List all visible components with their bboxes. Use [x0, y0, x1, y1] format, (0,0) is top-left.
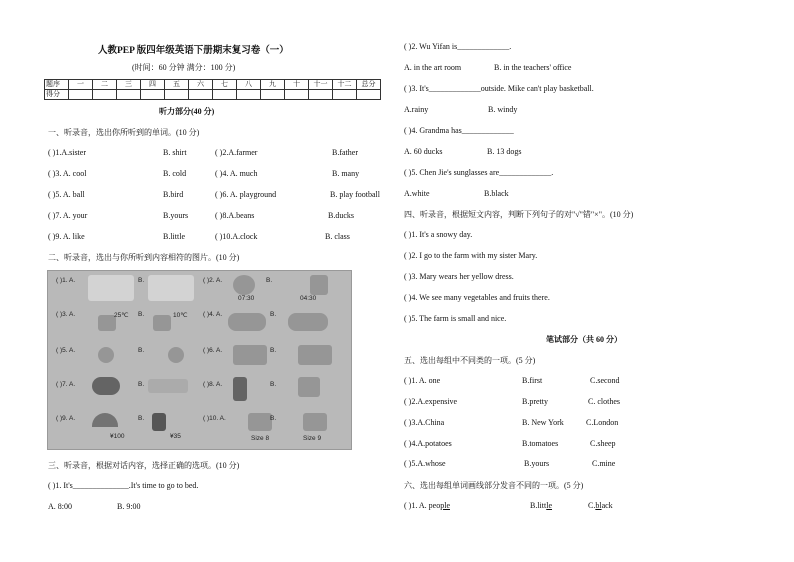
score-input-cell[interactable] — [93, 90, 117, 100]
section-5-heading: 五、选出每组中不同类的一项。(5 分) — [404, 356, 536, 365]
statement-item: ( )1. It's a snowy day. — [404, 230, 473, 239]
question-item: ( )3. A. cool — [48, 169, 87, 178]
score-cell: 四 — [141, 80, 165, 90]
question-item: ( )1. A. one — [404, 376, 441, 385]
picture-options-image — [47, 270, 352, 450]
option-a: A. 60 ducks — [404, 147, 443, 156]
question-item: ( )10.A.clock — [215, 232, 258, 241]
option-c — [588, 501, 613, 510]
page-title: 人教PEP 版四年级英语下册期末复习卷（一） — [98, 46, 289, 56]
animals-icon — [233, 345, 267, 365]
pic-label: B. — [138, 381, 145, 388]
option-c: C.London — [586, 418, 619, 427]
writing-title: 笔试部分（共 60 分） — [546, 335, 622, 344]
pic-label: ( )1. A. — [56, 277, 76, 284]
option-b: B. windy — [488, 105, 518, 114]
score-cell: 十二 — [333, 80, 357, 90]
price-caption: ¥100 — [110, 433, 125, 440]
score-cell: 七 — [213, 80, 237, 90]
pic-label: B. — [270, 415, 277, 422]
pic-label: ( )10. A. — [203, 415, 226, 422]
score-input-cell[interactable] — [165, 90, 189, 100]
score-input-cell[interactable] — [189, 90, 213, 100]
underlined-part: le — [546, 501, 553, 510]
section-1-heading: 一、听录音，选出你所听到的单词。(10 分) — [48, 128, 200, 137]
score-input-cell[interactable] — [357, 90, 381, 100]
pic-label: ( )5. A. — [56, 347, 76, 354]
option-c: C.sheep — [590, 439, 616, 448]
score-input-cell[interactable] — [261, 90, 285, 100]
shorts-icon — [298, 377, 320, 397]
pic-label: ( )7. A. — [56, 381, 76, 388]
pic-label: B. — [270, 381, 277, 388]
score-row-label: 得分 — [45, 90, 69, 100]
question-item: ( )6. A. playground — [215, 190, 277, 199]
horses-icon — [298, 345, 332, 365]
option-c: C. clothes — [588, 397, 620, 406]
question-item — [404, 501, 450, 510]
pic-label: ( )3. A. — [56, 311, 76, 318]
time-caption: 07:30 — [238, 295, 255, 302]
option-b: B.ducks — [328, 211, 354, 220]
score-input-cell[interactable] — [285, 90, 309, 100]
score-cell: 题序 — [45, 80, 69, 90]
pic-label: ( )9. A. — [56, 415, 76, 422]
option-b: B. 9:00 — [117, 502, 141, 511]
option-b: B. many — [332, 169, 360, 178]
option-b: B.little — [163, 232, 185, 241]
clock-icon — [233, 275, 255, 295]
score-cell: 十 — [285, 80, 309, 90]
question-item: ( )5.A.whose — [404, 459, 446, 468]
option-prefix: B.litt — [530, 501, 547, 510]
child-figure-icon — [310, 275, 328, 295]
umbrella-icon — [92, 413, 118, 427]
option-b: B. class — [325, 232, 350, 241]
score-input-cell[interactable] — [117, 90, 141, 100]
option-b: B.tomatoes — [522, 439, 559, 448]
statement-item: ( )5. The farm is small and nice. — [404, 314, 507, 323]
section-4-heading: 四、听录音，根据短文内容，判断下列句子的对"√"错"×"。(10 分) — [404, 210, 634, 219]
score-cell: 八 — [237, 80, 261, 90]
question-item: ( )1.A.sister — [48, 148, 86, 157]
pic-label: B. — [270, 347, 277, 354]
option-b: B.bird — [163, 190, 184, 199]
score-input-cell[interactable] — [213, 90, 237, 100]
question-item: ( )3. It's_____________outside. Mike can't play basketball. — [404, 84, 594, 93]
question-item: ( )4.A.potatoes — [404, 439, 452, 448]
girl-face-icon — [168, 347, 184, 363]
fruits-icon — [288, 313, 328, 331]
option-b: B.yours — [163, 211, 189, 220]
score-table — [44, 79, 381, 100]
shoes-icon — [303, 413, 327, 431]
option-a: A. 8:00 — [48, 502, 72, 511]
pic-label: B. — [138, 415, 145, 422]
option-b: B.father — [332, 148, 358, 157]
score-input-cell[interactable] — [333, 90, 357, 100]
vegetables-icon — [228, 313, 266, 331]
option-b — [530, 501, 552, 510]
rain-cloud-icon — [92, 377, 120, 395]
pic-label: B. — [138, 311, 145, 318]
listening-title: 听力部分(40 分) — [159, 107, 215, 116]
statement-item: ( )2. I go to the farm with my sister Mary. — [404, 251, 538, 260]
pic-label: B. — [266, 277, 273, 284]
section-3-heading: 三、听录音，根据对话内容，选择正确的选项。(10 分) — [48, 461, 240, 470]
underlined-part: bl — [595, 501, 602, 510]
score-input-cell[interactable] — [237, 90, 261, 100]
option-a: A.rainy — [404, 105, 429, 114]
question-item: ( )2.A.expensive — [404, 397, 458, 406]
question-item: ( )1. It's______________.It's time to go to bed. — [48, 481, 199, 490]
score-cell: 总分 — [357, 80, 381, 90]
underlined-part: ple — [440, 501, 450, 510]
pic-label: B. — [138, 347, 145, 354]
option-b: B. New York — [522, 418, 564, 427]
pic-label: B. — [138, 277, 145, 284]
question-item: ( )9. A. like — [48, 232, 85, 241]
statement-item: ( )3. Mary wears her yellow dress. — [404, 272, 514, 281]
question-item: ( )5. A. ball — [48, 190, 85, 199]
statement-item: ( )4. We see many vegetables and fruits there. — [404, 293, 550, 302]
thermometer-icon — [153, 315, 171, 331]
option-b: B. 13 dogs — [487, 147, 522, 156]
exam-meta: (时间：60 分钟 满分：100 分) — [132, 63, 236, 72]
option-b: B.yours — [524, 459, 550, 468]
option-suffix: ack — [601, 501, 613, 510]
section-2-heading: 二、听录音，选出与你所听到内容相符的图片。(10 分) — [48, 253, 240, 262]
pants-icon — [233, 377, 247, 401]
classroom-sketch-icon — [148, 275, 194, 301]
score-cell: 三 — [117, 80, 141, 90]
pic-label: ( )4. A. — [203, 311, 223, 318]
option-a: A.white — [404, 189, 430, 198]
classroom-sketch-icon — [88, 275, 134, 301]
closed-umbrella-icon — [152, 413, 166, 431]
shoes-icon — [248, 413, 272, 431]
score-table-score-row — [45, 90, 381, 100]
question-item: ( )7. A. your — [48, 211, 88, 220]
question-number: ( )1. A. peo — [404, 501, 441, 510]
time-caption: 04:30 — [300, 295, 317, 302]
option-c: C.second — [590, 376, 620, 385]
price-caption: ¥35 — [170, 433, 181, 440]
score-input-cell[interactable] — [69, 90, 93, 100]
option-c: C.mine — [592, 459, 616, 468]
pic-label: B. — [270, 311, 277, 318]
size-caption: Size 9 — [303, 435, 322, 442]
option-b: B.first — [522, 376, 543, 385]
temperature-caption: 25℃ — [114, 312, 129, 319]
score-cell: 一 — [69, 80, 93, 90]
question-item: ( )5. Chen Jie's sunglasses are_____________. — [404, 168, 554, 177]
option-b: B. shirt — [163, 148, 187, 157]
girl-face-icon — [98, 347, 114, 363]
temperature-caption: 10℃ — [173, 312, 188, 319]
option-b: B.black — [484, 189, 509, 198]
question-item: ( )4. A. much — [215, 169, 258, 178]
pic-label: ( )8. A. — [203, 381, 223, 388]
section-6-heading: 六、选出每组单词画线部分发音不同的一项。(5 分) — [404, 481, 584, 490]
question-item: ( )3.A.China — [404, 418, 445, 427]
option-b: B. play football — [330, 190, 380, 199]
option-b: B.pretty — [522, 397, 548, 406]
question-item: ( )8.A.beans — [215, 211, 255, 220]
score-input-cell[interactable] — [141, 90, 165, 100]
option-prefix: C. — [588, 501, 596, 510]
score-cell: 九 — [261, 80, 285, 90]
pic-label: ( )6. A. — [203, 347, 223, 354]
size-caption: Size 8 — [251, 435, 270, 442]
score-input-cell[interactable] — [309, 90, 333, 100]
pic-label: ( )2. A. — [203, 277, 223, 284]
option-a: A. in the art room — [404, 63, 462, 72]
question-item: ( )2. Wu Yifan is_____________. — [404, 42, 512, 51]
question-item: ( )4. Grandma has_____________ — [404, 126, 514, 135]
question-item: ( )2.A.farmer — [215, 148, 258, 157]
option-b: B. in the teachers' office — [494, 63, 572, 72]
score-cell: 二 — [93, 80, 117, 90]
option-b: B. cold — [163, 169, 187, 178]
sun-icon — [148, 379, 188, 393]
score-cell: 五 — [165, 80, 189, 90]
score-table-header-row — [45, 80, 381, 90]
score-cell: 六 — [189, 80, 213, 90]
score-cell: 十一 — [309, 80, 333, 90]
